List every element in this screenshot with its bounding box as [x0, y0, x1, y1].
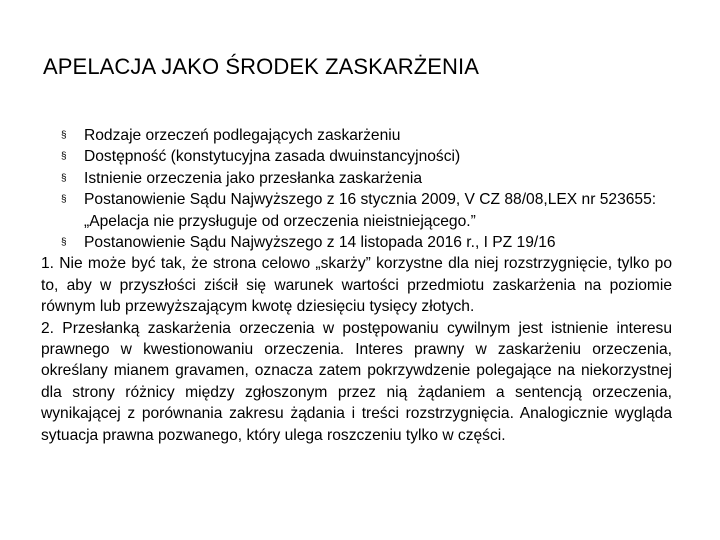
bullet-item — [41, 146, 672, 167]
bullet-text: Rodzaje orzeczeń podlegających zaskarżeniu — [84, 127, 401, 144]
bullet-item — [41, 168, 672, 189]
bullet-text: Postanowienie Sądu Najwyższego z 16 stycznia 2009, V CZ 88/08,LEX nr 523655: „Apelacja nie przysługuje od orzeczenia nieistniejącego.” — [84, 191, 657, 230]
bullet-marker-icon: § — [61, 194, 67, 206]
bullet-list — [41, 125, 672, 232]
bullet-item-court-ruling — [41, 232, 672, 253]
bullet-text: Postanowienie Sądu Najwyższego z 14 listopada 2016 r., I PZ 19/16 — [84, 234, 556, 252]
bullet-marker-icon: § — [61, 172, 67, 184]
bullet-item — [41, 125, 672, 146]
slide-title: APELACJA JAKO ŚRODEK ZASKARŻENIA — [43, 54, 479, 79]
bullet-marker-icon: § — [61, 130, 67, 141]
paragraph-2: 2. Przesłanką zaskarżenia orzeczenia w postępowaniu cywilnym jest istnienie interesu prawnego w kwestionowaniu orzeczenia. Interes prawny w zaskarżeniu orzeczenia, określany mianem gravamen, oznacza zatem pokrzywdzenie polegające na niekorzystnej dla strony różnicy między zgłoszonym przez nią żądaniem a sentencją orzeczenia, wynikającej z porównania zakresu żądania i treści rozstrzygnięcia. Analogicznie wygląda sytuacja prawna pozwanego, który ulega roszczeniu tylko w części. — [41, 319, 672, 444]
bullet-text: Istnienie orzeczenia jako przesłanka zaskarżenia — [84, 169, 423, 187]
slide-body — [41, 125, 672, 446]
bullet-marker-icon: § — [61, 151, 67, 163]
bullet-text: Dostępność (konstytucyjna zasada dwuinstancyjności) — [84, 148, 461, 166]
bullet-item — [41, 189, 672, 232]
paragraph-1: 1. Nie może być tak, że strona celowo „skarży” korzystne dla niej rozstrzygnięcie, tylko po to, aby w przyszłości ziścił się warunek wartości przedmiotu zaskarżenia na poziomie równym lub przewyższającym kwotę dziesięciu tysięcy złotych. — [41, 255, 672, 316]
bullet-marker-icon: § — [61, 237, 67, 249]
